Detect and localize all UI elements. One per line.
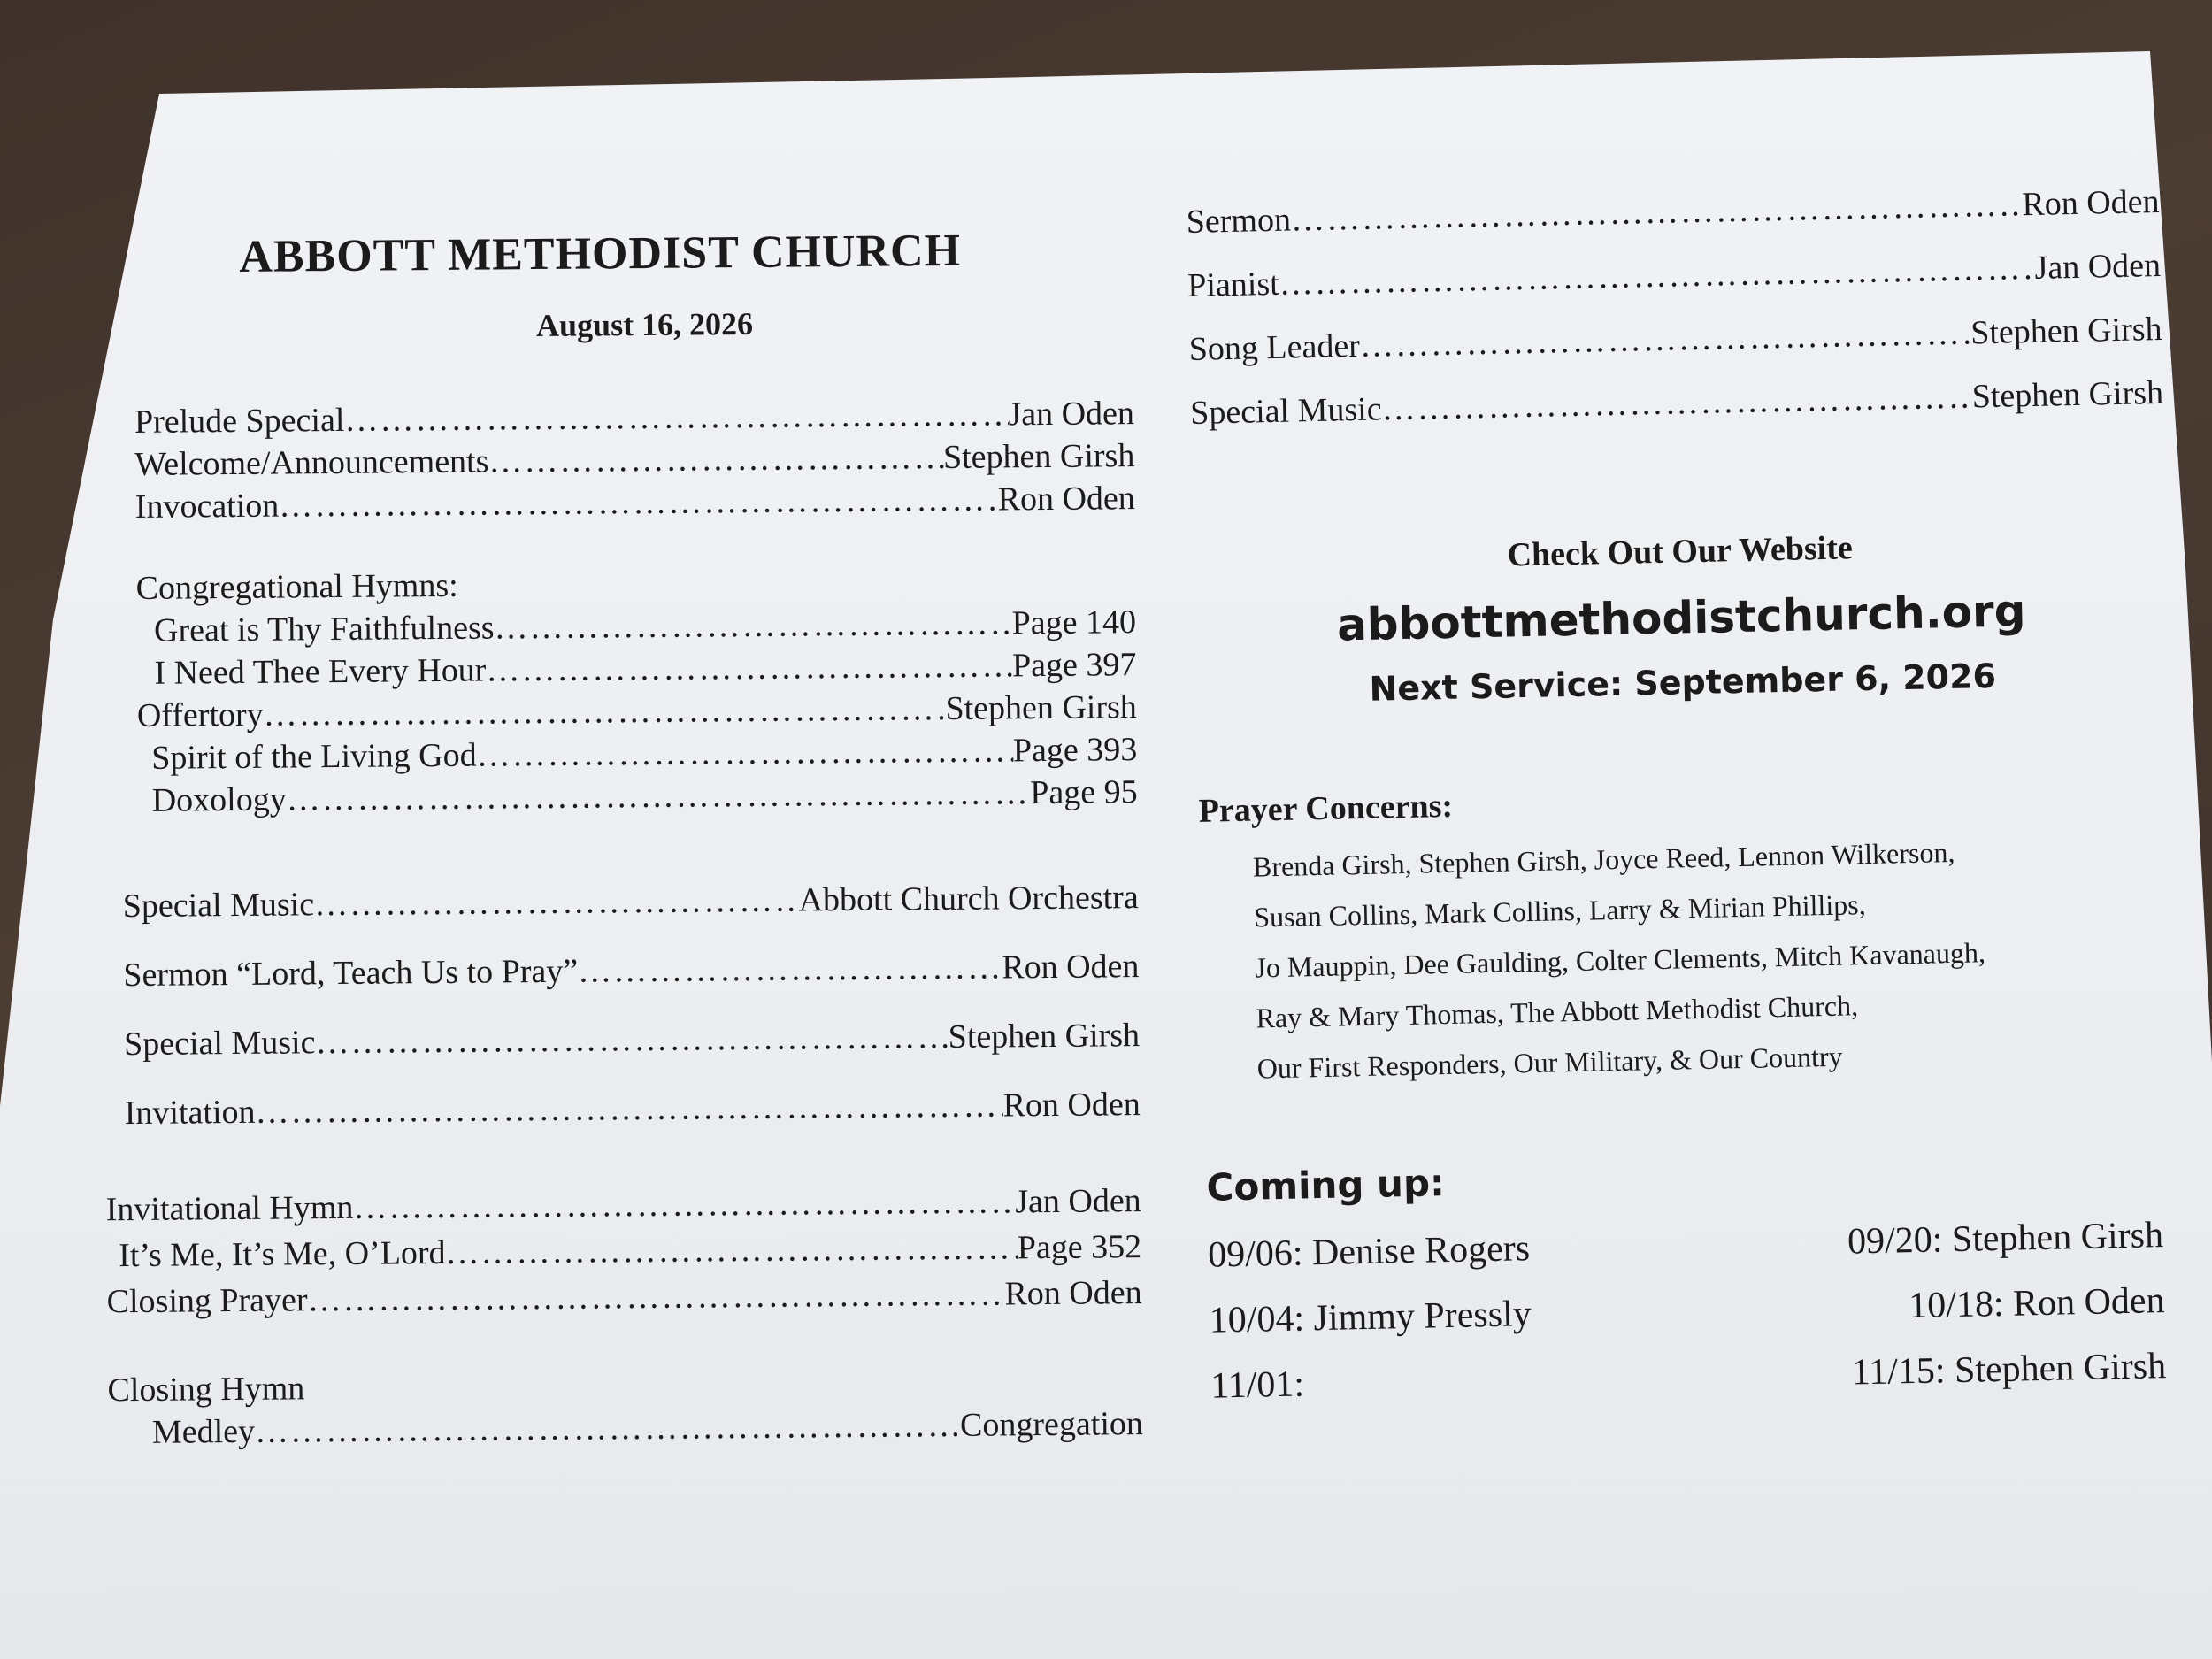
item-value: Jan Oden	[1015, 1182, 1141, 1221]
order-row	[124, 1070, 1141, 1148]
item-value: Stephen Girsh	[1971, 373, 2164, 416]
order-row	[124, 1001, 1141, 1079]
item-value: Abbott Church Orchestra	[798, 879, 1139, 919]
item-label: Medley	[151, 1412, 256, 1451]
leader-dots	[486, 644, 1012, 691]
schedule-entry: 11/15: Stephen Girsh	[1851, 1346, 2167, 1394]
prayer-line: Our First Responders, Our Military, & Our Country	[1256, 1040, 1843, 1085]
item-label: Sermon	[1186, 201, 1292, 241]
hymn-row	[152, 771, 1138, 822]
leader-dots	[476, 729, 1013, 776]
prayer-line: Brenda Girsh, Stephen Girsh, Joyce Reed, Lennon Wilkerson,	[1252, 835, 1955, 883]
leader-dots	[1381, 365, 1973, 441]
item-label: Pianist	[1187, 265, 1280, 304]
item-label: Great is Thy Faithfulness	[153, 609, 495, 649]
item-label: Sermon “Lord, Teach Us to Pray”	[123, 952, 579, 995]
closing-hymn-heading: Closing Hymn	[107, 1370, 305, 1409]
item-label: Closing Prayer	[106, 1281, 308, 1321]
leader-dots	[315, 1002, 949, 1077]
item-value: Stephen Girsh	[942, 437, 1135, 477]
item-label: Invocation	[134, 487, 280, 526]
schedule-entry: 10/04: Jimmy Pressly	[1209, 1294, 1532, 1341]
leader-dots	[279, 478, 998, 526]
item-value: Ron Oden	[1002, 1086, 1141, 1125]
item-label: I Need Thee Every Hour	[154, 651, 487, 692]
item-value: Jan Oden	[1008, 395, 1135, 434]
right-column	[1186, 170, 2185, 1408]
item-value: Stephen Girsh	[945, 688, 1138, 728]
item-value: Stephen Girsh	[948, 1017, 1141, 1056]
church-title: ABBOTT METHODIST CHURCH	[239, 225, 962, 282]
item-label: Welcome/Announcements	[134, 442, 489, 483]
item-value: Ron Oden	[1002, 948, 1140, 987]
item-value: Page 352	[1017, 1228, 1142, 1267]
item-value: Ron Oden	[997, 480, 1135, 518]
item-label: Special Music	[1189, 390, 1383, 432]
leader-dots	[344, 393, 1008, 442]
item-value: Ron Oden	[1004, 1274, 1142, 1313]
item-label: Offertory	[136, 695, 264, 734]
prayer-concerns-title: Prayer Concerns:	[1198, 787, 1454, 830]
order-row	[108, 1402, 1143, 1454]
schedule-entry: 11/01:	[1210, 1363, 1305, 1407]
leader-dots	[488, 436, 943, 482]
left-column	[105, 212, 1144, 1454]
leader-dots	[578, 933, 1002, 1005]
prayer-line: Ray & Mary Thomas, The Abbott Methodist Church,	[1256, 989, 1859, 1034]
leader-dots	[287, 772, 1031, 820]
service-date: August 16, 2026	[535, 305, 754, 344]
item-value: Page 140	[1011, 603, 1137, 642]
leader-dots	[263, 687, 945, 736]
item-value: Congregation	[959, 1405, 1144, 1444]
item-value: Ron Oden	[2021, 182, 2160, 224]
leader-dots	[314, 865, 799, 939]
coming-up-title: Coming up:	[1206, 1161, 1446, 1210]
leader-dots	[307, 1271, 1004, 1323]
order-row	[106, 1270, 1141, 1325]
item-label: Invitational Hymn	[105, 1188, 354, 1229]
order-row	[123, 932, 1140, 1010]
item-value: Page 397	[1011, 646, 1137, 685]
item-label: Invitation	[124, 1093, 256, 1133]
schedule-entry: 10/18: Ron Oden	[1908, 1280, 2166, 1327]
schedule-entry: 09/20: Stephen Girsh	[1847, 1215, 2164, 1263]
website-heading: Check Out Our Website	[1507, 529, 1854, 574]
leader-dots	[255, 1404, 960, 1453]
leader-dots	[353, 1179, 1015, 1231]
item-label: Spirit of the Living God	[151, 736, 477, 777]
website-url: abbottmethodistchurch.org	[1336, 585, 2026, 651]
item-label: Special Music	[123, 1024, 316, 1064]
hymns-heading: Congregational Hymns:	[135, 566, 458, 607]
item-label: It’s Me, It’s Me, O’Lord	[119, 1233, 446, 1275]
prayer-line: Jo Mauppin, Dee Gaulding, Colter Clements, Mitch Kavanaugh,	[1255, 936, 1986, 984]
next-service: Next Service: September 6, 2026	[1369, 656, 1997, 709]
item-value: Page 393	[1012, 731, 1138, 770]
schedule-entry: 09/06: Denise Rogers	[1207, 1228, 1531, 1276]
order-row	[135, 477, 1135, 528]
coming-up-schedule	[1208, 1214, 2185, 1408]
item-value: Page 95	[1030, 773, 1138, 812]
prayer-line: Susan Collins, Mark Collins, Larry & Mirian Phillips,	[1253, 888, 1867, 933]
leader-dots	[255, 1071, 1003, 1146]
item-value: Jan Oden	[2034, 246, 2162, 287]
order-row	[122, 863, 1139, 941]
item-label: Prelude Special	[134, 401, 345, 441]
item-value: Stephen Girsh	[1970, 310, 2162, 352]
leader-dots	[445, 1225, 1018, 1276]
leader-dots	[494, 602, 1011, 649]
item-label: Doxology	[151, 780, 287, 819]
item-label: Special Music	[122, 886, 315, 926]
item-label: Song Leader	[1188, 326, 1361, 368]
